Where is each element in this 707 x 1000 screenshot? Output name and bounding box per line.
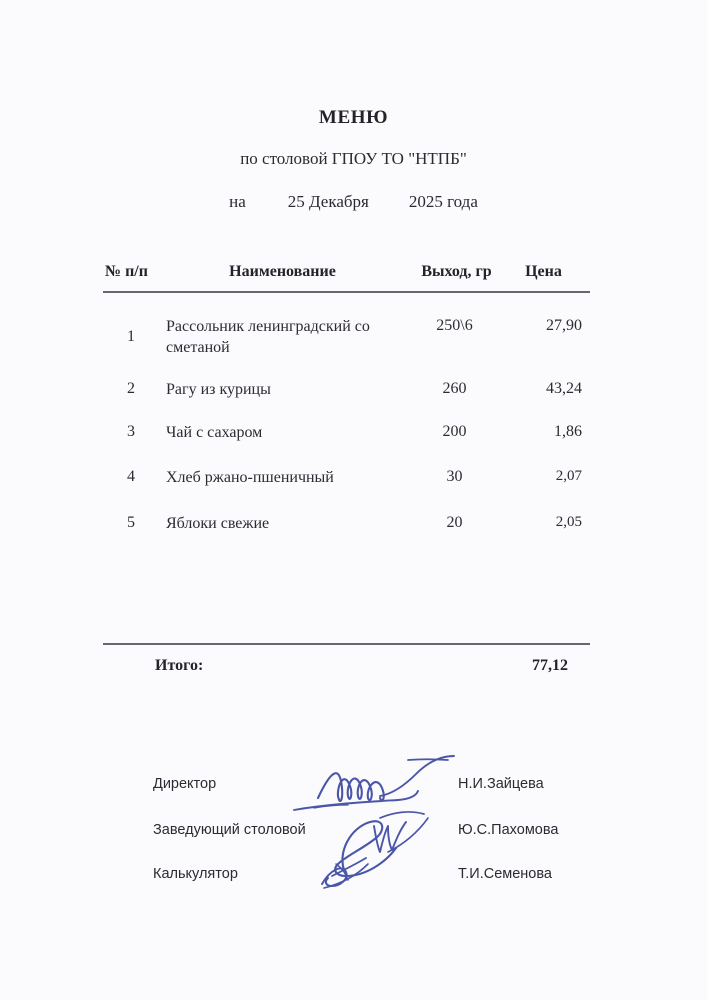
table-row: [103, 423, 590, 443]
date-value: 25 Декабря: [287, 192, 369, 211]
cell-number: 4: [127, 468, 135, 486]
signature-person: Т.И.Семенова: [458, 866, 552, 882]
cell-number: 3: [127, 422, 135, 440]
date-prefix: на: [229, 192, 246, 211]
table-row: [103, 317, 590, 358]
cell-output: 30: [446, 468, 463, 486]
cell-name: Хлеб ржано-пшеничный: [166, 469, 334, 487]
menu-table: [103, 262, 590, 534]
signature-person: Н.И.Зайцева: [458, 776, 544, 792]
cell-number: 2: [127, 380, 135, 398]
cell-name: Чай с сахаром: [166, 423, 263, 441]
document-dateline: [0, 192, 707, 212]
signature-row: [0, 822, 707, 846]
cell-number: 1: [127, 328, 135, 346]
column-header-number: № п/п: [105, 263, 148, 280]
totals-row: [103, 645, 590, 675]
cell-name: Рассольник ленинградский со сметаной: [166, 318, 370, 356]
signature-block: [0, 770, 707, 900]
cell-output: 260: [442, 380, 467, 398]
cell-output: 250\6: [436, 317, 473, 335]
cell-output: 200: [442, 422, 467, 440]
totals-section: [103, 643, 590, 675]
column-header-output: Выход, гр: [421, 263, 492, 280]
table-row: [103, 380, 590, 400]
cell-name: Яблоки свежие: [166, 514, 270, 532]
date-suffix: 2025 года: [408, 192, 478, 211]
signature-role: Директор: [153, 776, 217, 792]
document-subtitle: по столовой ГПОУ ТО "НТПБ": [240, 149, 467, 168]
signature-role: Калькулятор: [153, 866, 238, 882]
column-header-price: Цена: [525, 263, 562, 280]
cell-price: 43,24: [546, 380, 582, 398]
cell-price: 27,90: [546, 317, 582, 335]
page-title: МЕНЮ: [318, 107, 389, 128]
totals-label: Итого:: [155, 657, 204, 674]
signature-person: Ю.С.Пахомова: [458, 822, 559, 838]
cell-price: 1,86: [554, 422, 582, 440]
table-row: [103, 514, 590, 534]
totals-value: 77,12: [532, 657, 568, 674]
cell-name: Рагу из курицы: [166, 381, 271, 399]
signature-row: [0, 776, 707, 800]
table-row: [103, 468, 590, 488]
signature-role: Заведующий столовой: [153, 822, 306, 838]
cell-price: 2,05: [555, 513, 582, 530]
cell-price: 2,07: [555, 468, 582, 485]
signature-row: [0, 866, 707, 890]
cell-output: 20: [446, 513, 463, 531]
column-header-name: Наименование: [229, 263, 336, 280]
table-body: [103, 293, 590, 534]
table-header-row: [103, 262, 590, 291]
cell-number: 5: [127, 513, 135, 531]
